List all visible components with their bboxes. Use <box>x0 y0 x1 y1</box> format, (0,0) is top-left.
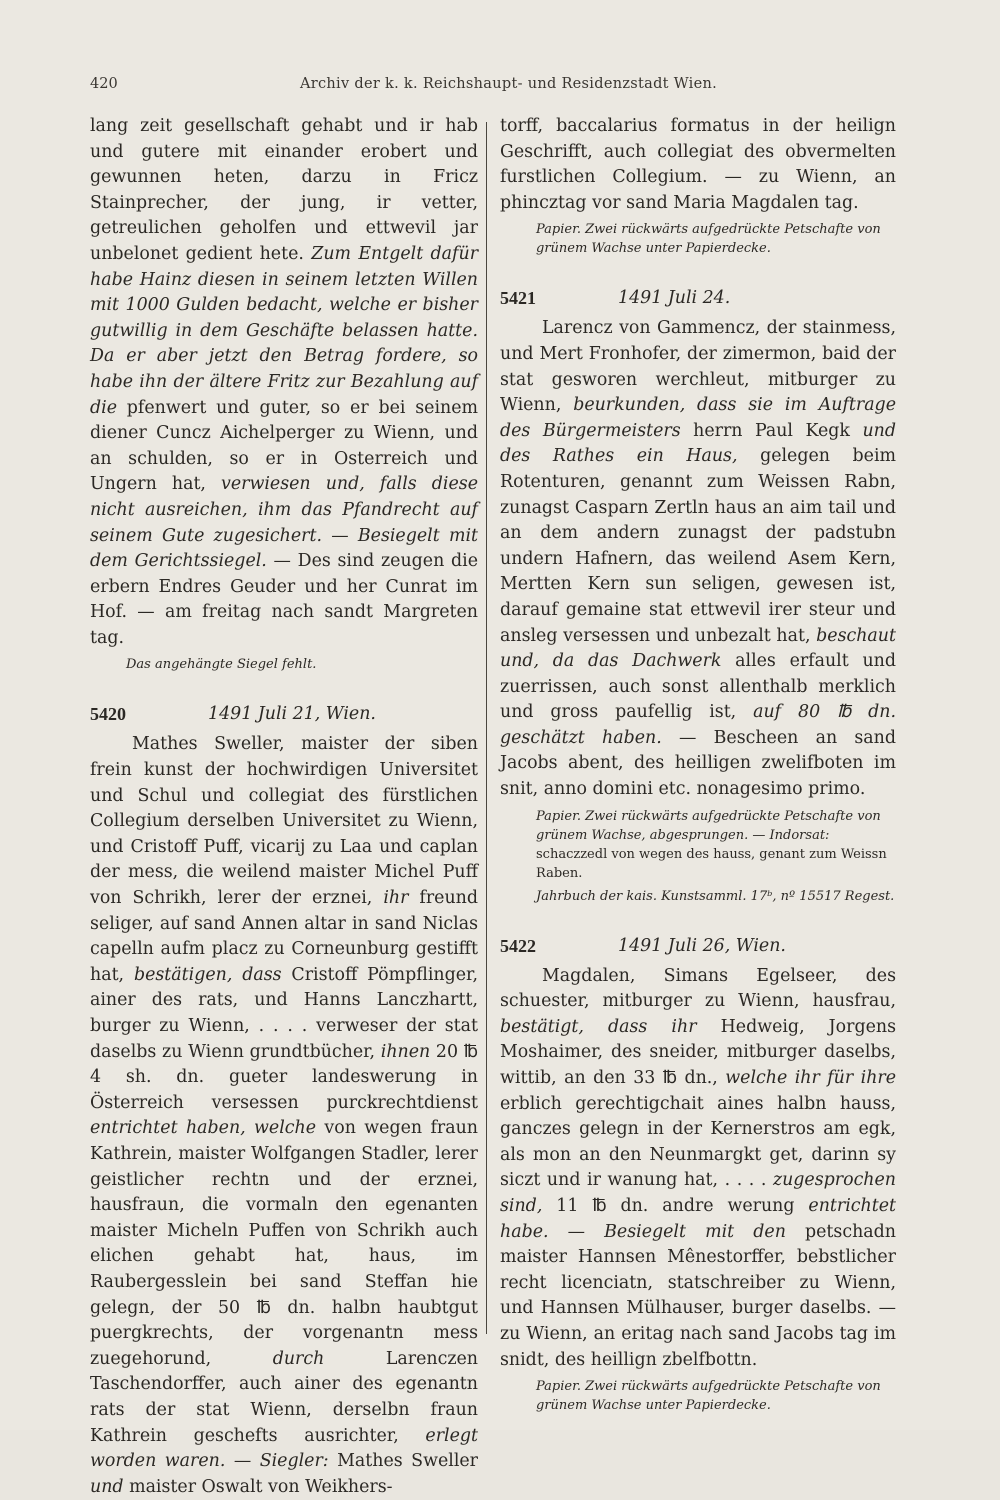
reference-note: Jahrbuch der kais. Kunstsamml. 17ᵇ, nº 15517 Regest. <box>536 888 895 904</box>
seal-note: Papier. Zwei rückwärts aufgedrückte Petschafte von grünem Wachse, abgesprungen. — Indorsat: schaczzedl von wegen des hauss, genant zum Weissn Raben. <box>536 808 887 881</box>
column-divider <box>486 122 487 1334</box>
entry-date: 1491 Juli 24. <box>618 288 731 309</box>
left-column <box>90 114 478 1500</box>
running-header <box>90 76 920 100</box>
continuation-paragraph: lang zeit gesellschaft gehabt und ir hab und gutere mit einander erobert und gewunnen heten, darzu in Fricz Stainprecher, der jung, ir vetter, getreulichen geholfen und ettwevil jar unbelonet gedient hete. Zum Entgelt dafür habe Hainz diesen in seinem letzten Willen mit 1000 Gulden bedacht, welche er bisher gutwillig in dem Geschäfte belassen hatte. Da er aber jetzt den Betrag fordere, so habe ihn der ältere Fritz zur Bezahlung auf die pfenwert und guter, so er bei seinem diener Cuncz Aichelperger zu Wienn, und an schulden, so er in Osterreich und Ungern hat, verwiesen und, falls diese nicht ausreichen, ihm das Pfandrecht auf seinem Gute zugesichert. — Besiegelt mit dem Gerichtssiegel. — Des sind zeugen die erbern Endres Geuder und her Cunrat im Hof. — am freitag nach sandt Margreten tag. <box>90 116 479 648</box>
running-title: Archiv der k. k. Reichshaupt- und Residenzstadt Wien. <box>300 76 718 92</box>
entry-number: 5422 <box>500 935 536 956</box>
entry-body-5420: Mathes Sweller, maister der siben frein kunst der hochwirdigen Universitet und Schul und collegiat des fürstlichen Collegium derselben Universitet zu Wienn, und Cristoff Puff, vicarij zu Laa und caplan der mess, die weilend maister Michel Puff von Schrikh, lerer der erznei, ihr freund seliger, auf sand Annen altar in sand Niclas capelln aufm placz zu Corneunburg gestifft hat, bestätigen, dass Cristoff Pömpflinger, ainer des rats, und Hanns Lanczhartt, burger zu Wienn, . . . . verweser der stat daselbs zu Wienn grundtbücher, ihnen 20 ℔ 4 sh. dn. gueter landeswerung in Österreich versessen purckrechtdienst entrichtet haben, welche von wegen fraun Kathrein, maister Wolfgangen Stadler, lerer geistlicher rechtn und der erznei, hausfraun, die vormaln den egenanten maister Micheln Puffen von Schrikh auch elichen gehabt hat, haus, im Raubergesslein bei sand Steffan hie gelegn, der 50 ℔ dn. halbn haubtgut puergkrechts, der vorgenantn mess zuegehorund, durch Larenczen Taschendorffer, auch ainer des egenantn rats der stat Wienn, derselbn fraun Kathrein geschefts ausrichter, erlegt worden waren. — Siegler: Mathes Sweller und maister Oswalt von Weikhers- <box>90 734 478 1497</box>
entry-heading-5421 <box>500 286 896 314</box>
entry-heading-5420 <box>90 702 478 730</box>
entry-heading-5422 <box>500 934 896 962</box>
entry-number: 5421 <box>500 288 536 309</box>
entry-date: 1491 Juli 21, Wien. <box>208 704 376 725</box>
entry-number: 5420 <box>90 704 126 725</box>
seal-note: Papier. Zwei rückwärts aufgedrückte Petschafte von grünem Wachse unter Papierdecke. <box>536 222 881 257</box>
entry-date: 1491 Juli 26, Wien. <box>618 935 786 956</box>
page-number: 420 <box>90 76 118 92</box>
entry-body-5421: Larencz von Gammencz, der stainmess, und Mert Fronhofer, der zimermon, baid der stat gesworen werchleut, mitburger zu Wienn, beurkunden, dass sie im Auftrage des Bürgermeisters herrn Paul Kegk und des Rathes ein Haus, gelegen beim Rotenturen, genannt zum Weissen Rabn, zunagst Casparn Zertln haus an aim tail und an dem andern zunagst der padstubn undern Hafnern, das weilend Asem Kern, Mertten Kern sun seligen, gewesen ist, darauf gemaine stat ettwevil irer steur und ansleg versessen und unbezalt hat, beschaut und, da das Dachwerk alles erfault und zuerrissen, auch sonst allenthalb merklich und gross paufellig ist, auf 80 ℔ dn. geschätzt haben. — Bescheen an sand Jacobs abent, des heilligen zwelifboten im snit, anno domini etc. nonagesimo primo. <box>500 318 897 800</box>
right-column <box>500 114 896 1415</box>
entry-body-5422: Magdalen, Simans Egelseer, des schuester, mitburger zu Wienn, hausfrau, bestätigt, dass ihr Hedweig, Jorgens Moshaimer, des sneider, mitburger daselbs, wittib, an den 33 ℔ dn., welche ihr für ihre erblich gerechtigchait aines halbn hauss, ganczes gelegn in der Kernerstros am egk, als mon an den Neunmargkt get, darinn sy siczt und ir wanung hat, . . . . zugesprochen sind, 11 ℔ dn. andre werung entrichtet habe. — Besiegelt mit den petschadn maister Hannsen Mênestorffer, bebstlicher recht licenciatn, statschreiber zu Wienn, und Hannsen Mülhauser, burger daselbs. — zu Wienn, an eritag nach sand Jacobs tag im snidt, des heillign zbelfbottn. <box>500 965 896 1370</box>
seal-note: Das angehängte Siegel fehlt. <box>126 657 317 673</box>
entry-body-5420-continued: torff, baccalarius formatus in der heilign Geschrifft, auch collegiat des obvermelten furstlichen Collegium. — zu Wienn, an phincztag vor sand Maria Magdalen tag. <box>500 116 896 213</box>
seal-note: Papier. Zwei rückwärts aufgedrückte Petschafte von grünem Wachse unter Papierdecke. <box>536 1379 881 1414</box>
